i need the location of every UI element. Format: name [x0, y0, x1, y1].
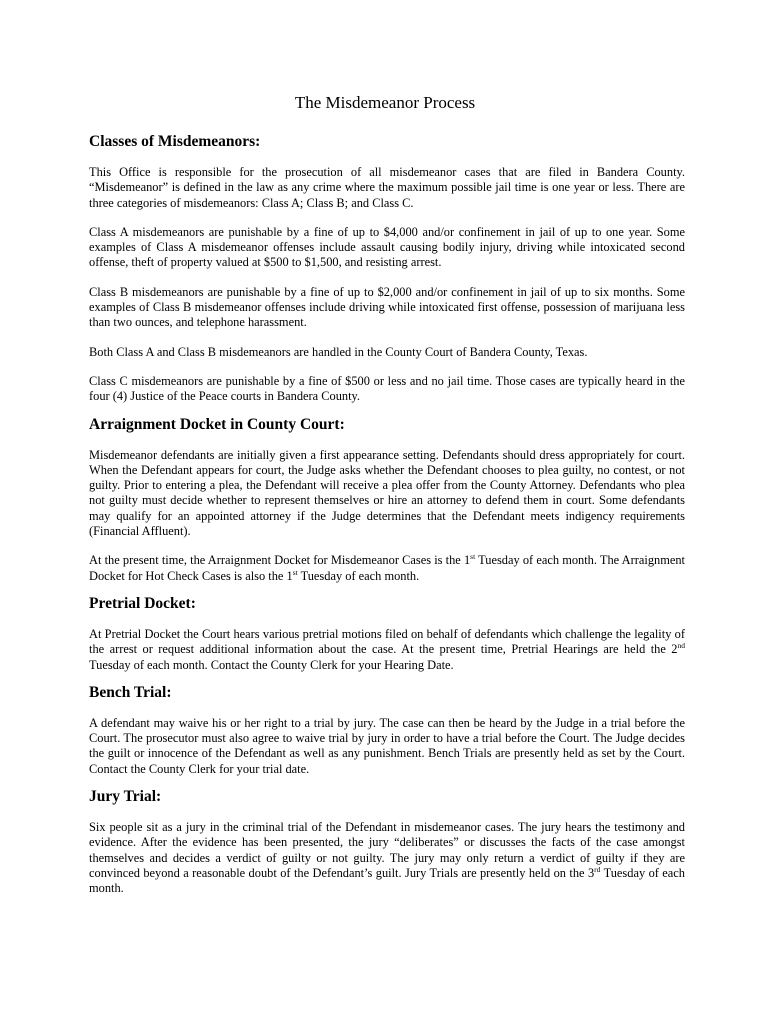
- document-body: [89, 132, 685, 897]
- section-jury-trial: [89, 787, 685, 896]
- paragraph: [89, 627, 685, 673]
- paragraph: Class B misdemeanors are punishable by a fine of up to $2,000 and/or confinement in jail of up to six months. Some examples of Class B misdemeanor offenses include driving while intoxicated first offense, possession of marijuana less than two ounces, and telephone harassment.: [89, 284, 685, 330]
- paragraph: Both Class A and Class B misdemeanors are handled in the County Court of Bandera County, Texas.: [89, 344, 588, 359]
- page-title: The Misdemeanor Process: [294, 93, 476, 112]
- paragraph: [89, 553, 685, 584]
- ordinal-suffix: st: [470, 552, 476, 562]
- paragraph: Misdemeanor defendants are initially given a first appearance setting. Defendants should dress appropriately for court. When the Defendant appears for court, the Judge asks whether the Defendant chooses to plea guilty, no contest, or not guilty. Prior to entering a plea, the Defendant will receive a plea offer from the County Attorney. Defendants who plea not guilty must decide whether to represent themselves or hire an attorney to defend them in court. Some defendants may qualify for an appointed attorney if the Judge determines that the Defendant meets indigency requirements (Financial Affluent).: [89, 447, 685, 539]
- paragraph: Class C misdemeanors are punishable by a fine of $500 or less and no jail time. Those cases are typically heard in the four (4) Justice of the Peace courts in Bandera County.: [89, 373, 685, 404]
- text-segment: Six people sit as a jury in the criminal trial of the Defendant in misdemeanor cases. The jury hears the testimony and evidence. After the evidence has been presented, the jury “deliberates” or discusses the facts of the case amongst themselves and decides a verdict of guilty or not guilty. The jury may only return a verdict of guilty if they are convinced beyond a reasonable doubt of the Defendant’s guilt. Jury Trials are presently held on the 3: [89, 820, 685, 880]
- ordinal-suffix: st: [292, 567, 298, 577]
- text-segment: Tuesday of each month. The Arraignment Docket for Hot Check Cases is also the 1: [89, 553, 685, 583]
- text-segment: At the present time, the Arraignment Docket for Misdemeanor Cases is the 1: [89, 553, 471, 568]
- section-heading: Jury Trial:: [89, 788, 162, 806]
- section-heading: Pretrial Docket:: [89, 594, 196, 612]
- section-pretrial: [89, 594, 685, 673]
- section-heading: Arraignment Docket in County Court:: [89, 415, 345, 433]
- section-heading: Bench Trial:: [89, 683, 172, 701]
- text-segment: At Pretrial Docket the Court hears various pretrial motions filed on behalf of defendants which challenge the legality of the arrest or request additional information about the case. At the present time, Pretrial Hearings are held the 2: [89, 626, 685, 657]
- ordinal-suffix: nd: [677, 641, 685, 651]
- paragraph: [89, 820, 685, 896]
- text-segment: Tuesday of each month.: [297, 568, 420, 583]
- text-segment: Tuesday of each month. Contact the County Clerk for your Hearing Date.: [89, 657, 454, 672]
- text-segment: Tuesday of each month.: [89, 865, 686, 896]
- paragraph: Class A misdemeanors are punishable by a fine of up to $4,000 and/or confinement in jail of up to one year. Some examples of Class A misdemeanor offenses include assault causing bodily injury, driving while intoxicated second offense, theft of property valued at $500 to $1,500, and resisting arrest.: [89, 224, 685, 270]
- ordinal-suffix: rd: [594, 864, 601, 874]
- section-arraignment: [89, 415, 685, 584]
- section-heading: Classes of Misdemeanors:: [89, 133, 261, 150]
- section-classes: [89, 132, 685, 405]
- section-bench-trial: [89, 683, 685, 777]
- paragraph: A defendant may waive his or her right to a trial by jury. The case can then be heard by the Judge in a trial before the Court. The prosecutor must also agree to waive trial by jury in order to have a trial before the Court. The Judge decides the guilt or innocence of the Defendant as well as any punishment. Bench Trials are presently held as set by the Court. Contact the County Clerk for your trial date.: [89, 715, 685, 776]
- paragraph: This Office is responsible for the prosecution of all misdemeanor cases that are filed in Bandera County. “Misdemeanor” is defined in the law as any crime where the maximum possible jail time is one year or less. There are three categories of misdemeanors: Class A; Class B; and Class C.: [89, 165, 685, 210]
